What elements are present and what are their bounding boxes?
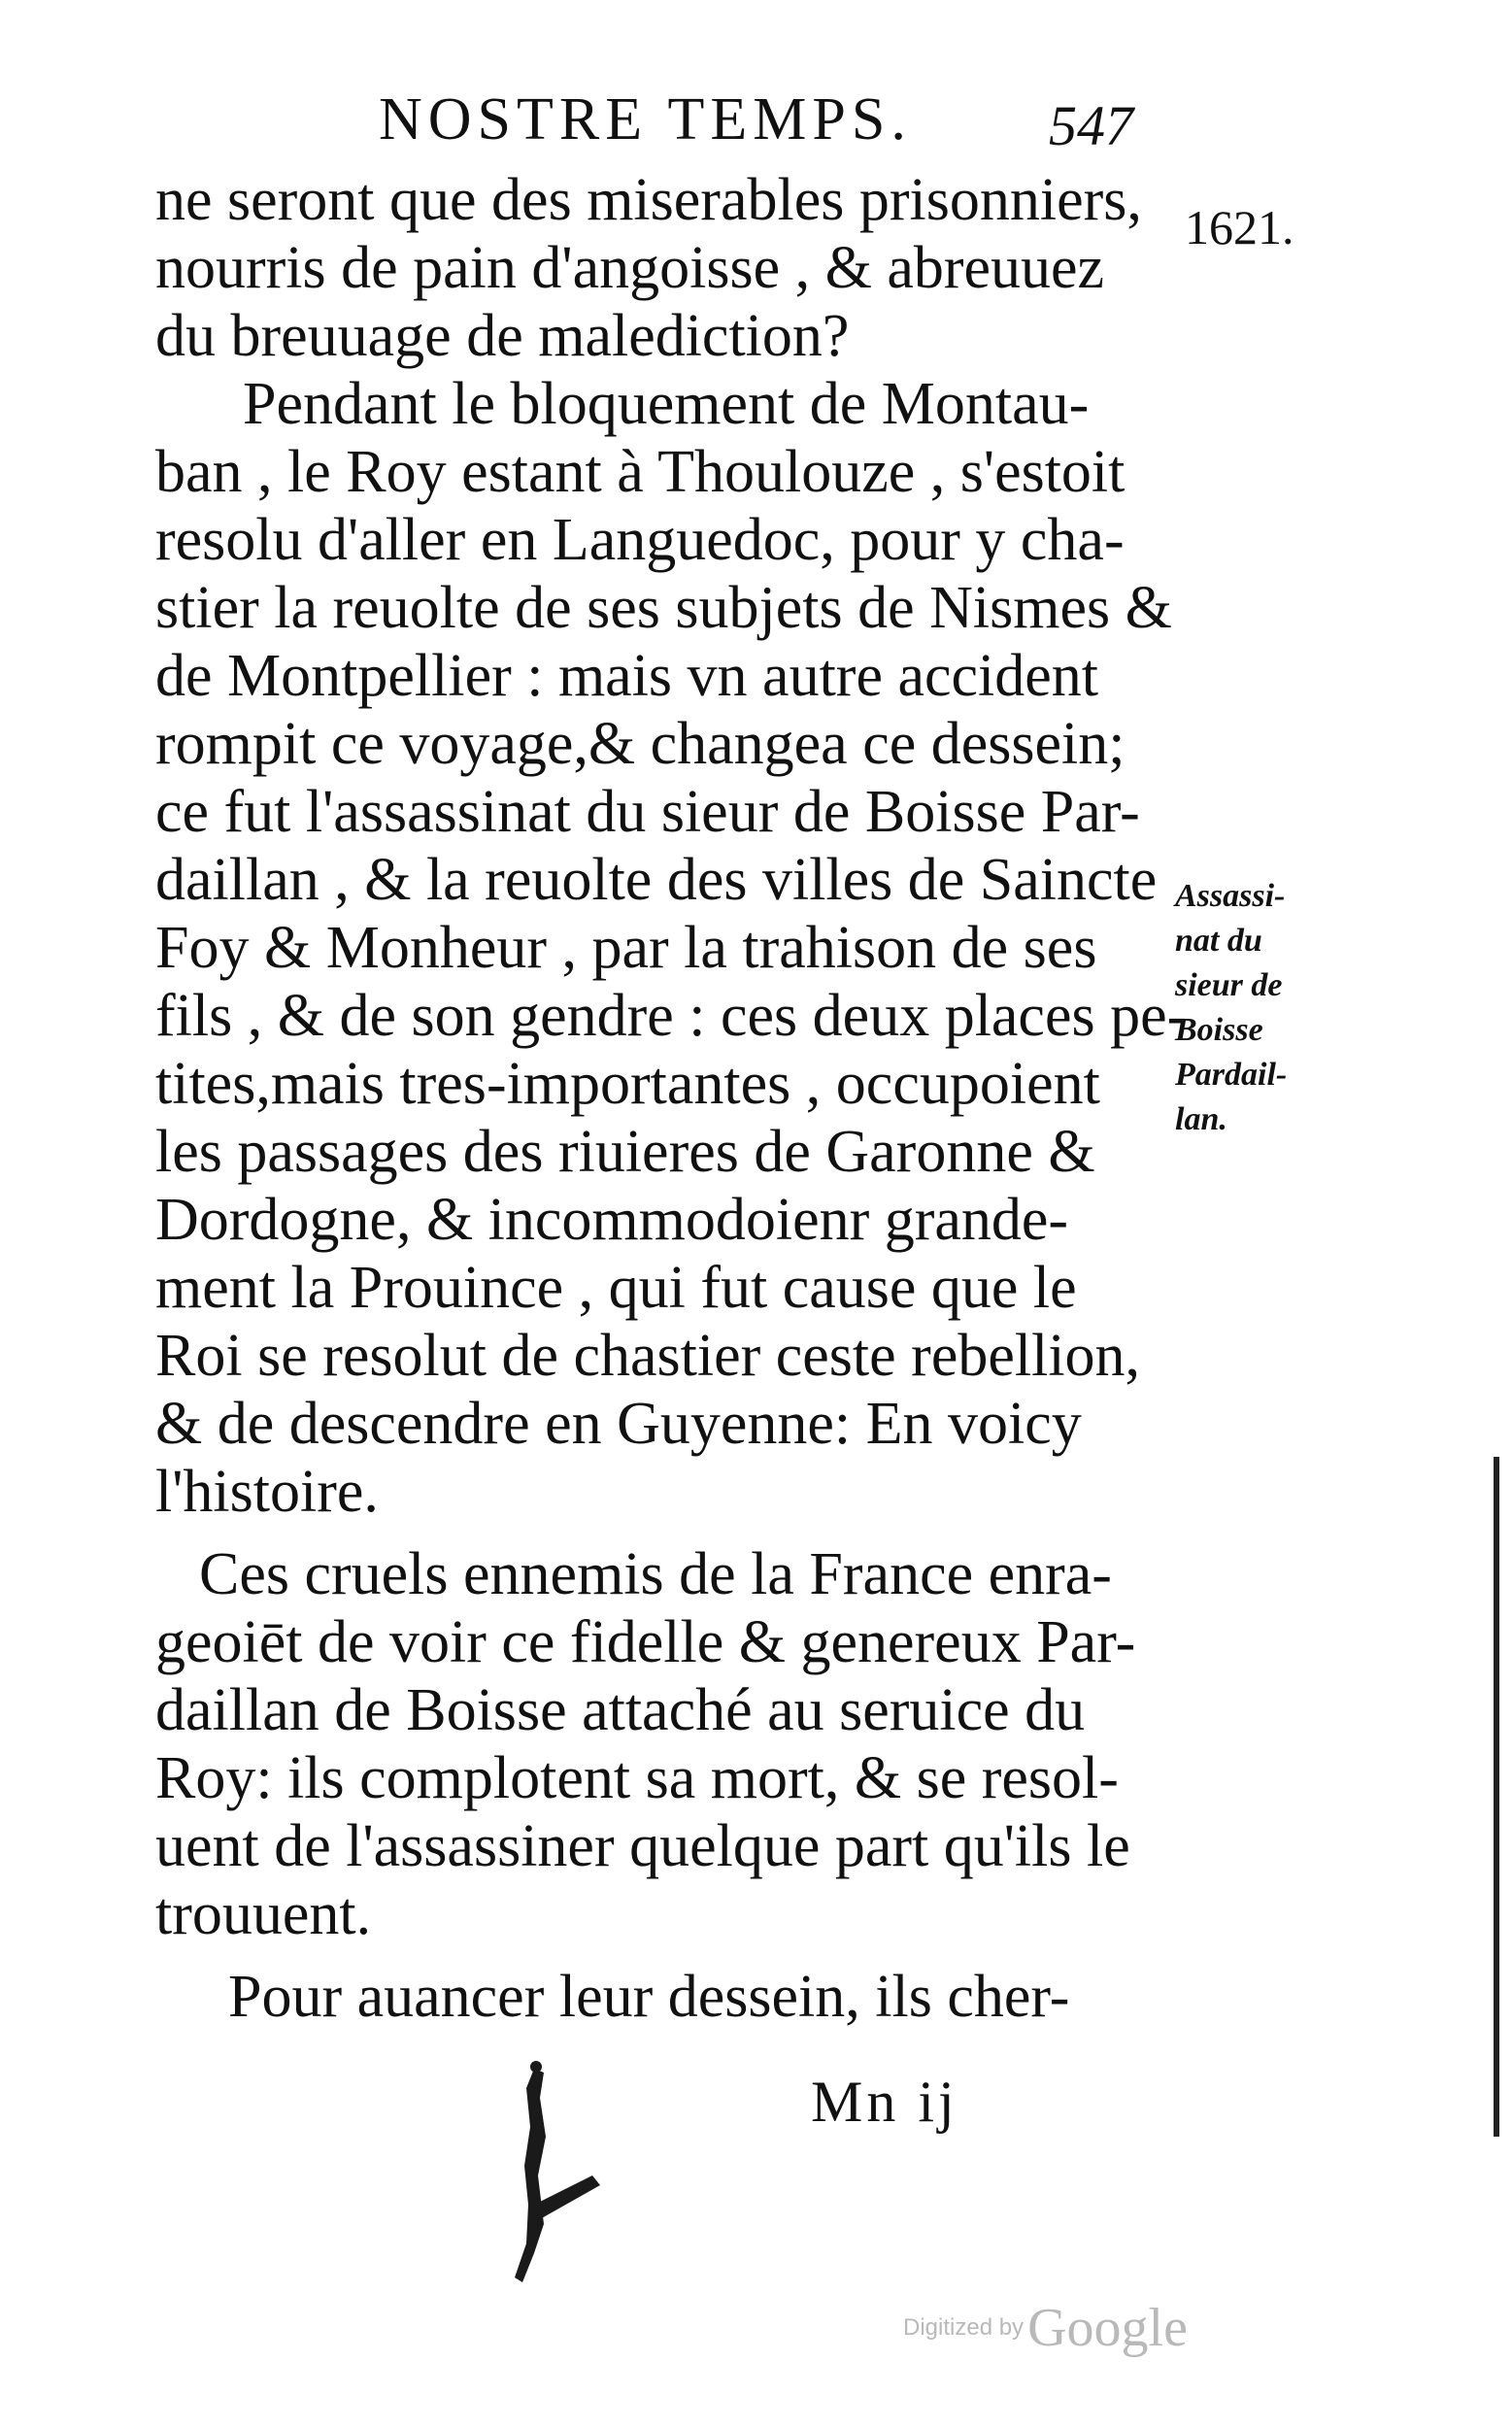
- text-line: Ces cruels ennemis de la France enra-: [199, 1541, 1112, 1607]
- watermark-brand: Google: [1027, 2298, 1188, 2358]
- margin-note-line: Assassi-: [1175, 878, 1286, 914]
- text-line: tites,mais tres-importantes , occupoient: [155, 1051, 1100, 1117]
- margin-note-line: nat du: [1175, 923, 1262, 959]
- page-edge-shadow: [1494, 1457, 1499, 2137]
- text-line: ce fut l'assassinat du sieur de Boisse Par-: [155, 779, 1140, 845]
- text-line: du breuuage de malediction?: [155, 303, 850, 369]
- text-line: Pour auancer leur dessein, ils cher-: [228, 1964, 1070, 2030]
- text-line: l'histoire.: [155, 1459, 379, 1525]
- text-line: Dordogne, & incommodoienr grande-: [155, 1187, 1069, 1253]
- text-line: trouuent.: [155, 1881, 372, 1947]
- text-line: de Montpellier : mais vn autre accident: [155, 643, 1098, 709]
- text-line: ban , le Roy estant à Thoulouze , s'estoit: [155, 439, 1126, 505]
- text-line: Roy: ils complotent sa mort, & se resol-: [155, 1745, 1119, 1811]
- digitized-watermark: [903, 2297, 1188, 2359]
- text-line: nourris de pain d'angoisse , & abreuuez: [155, 235, 1105, 301]
- margin-note: [1175, 874, 1321, 1142]
- text-line: Roi se resolut de chastier ceste rebellion,: [155, 1323, 1141, 1389]
- watermark-prefix: Digitized by: [903, 2314, 1025, 2341]
- text-line: daillan de Boisse attaché au seruice du: [155, 1677, 1086, 1743]
- margin-note-line: lan.: [1175, 1101, 1227, 1137]
- margin-note-line: sieur de: [1175, 967, 1283, 1003]
- text-line: uent de l'assassiner quelque part qu'ils le: [155, 1813, 1130, 1879]
- text-line: resolu d'aller en Languedoc, pour y cha-: [155, 507, 1125, 573]
- text-line: rompit ce voyage,& changea ce dessein;: [155, 711, 1126, 777]
- ink-stain-icon: [476, 2059, 631, 2292]
- page-number: 547: [1049, 94, 1133, 157]
- text-line: Foy & Monheur , par la trahison de ses: [155, 915, 1097, 981]
- text-line: fils , & de son gendre : ces deux places pe-: [155, 983, 1188, 1049]
- text-line: les passages des riuieres de Garonne &: [155, 1119, 1095, 1185]
- text-line: & de descendre en Guyenne: En voicy: [155, 1391, 1082, 1457]
- margin-year: 1621.: [1185, 200, 1294, 254]
- running-title: NOSTRE TEMPS.: [379, 86, 912, 152]
- text-line: ne seront que des miserables prisonniers,: [155, 167, 1142, 233]
- text-line: daillan , & la reuolte des villes de Saincte: [155, 847, 1158, 913]
- margin-note-line: Boisse: [1175, 1012, 1263, 1048]
- text-line: geoiēt de voir ce fidelle & genereux Par-: [155, 1609, 1136, 1675]
- text-line: stier la reuolte de ses subjets de Nismes &: [155, 575, 1172, 641]
- margin-note-line: Pardail-: [1175, 1057, 1288, 1093]
- text-line: Pendant le bloquement de Montau-: [243, 371, 1090, 437]
- text-line: ment la Prouince , qui fut cause que le: [155, 1255, 1077, 1321]
- signature-mark: Mn ij: [811, 2070, 958, 2134]
